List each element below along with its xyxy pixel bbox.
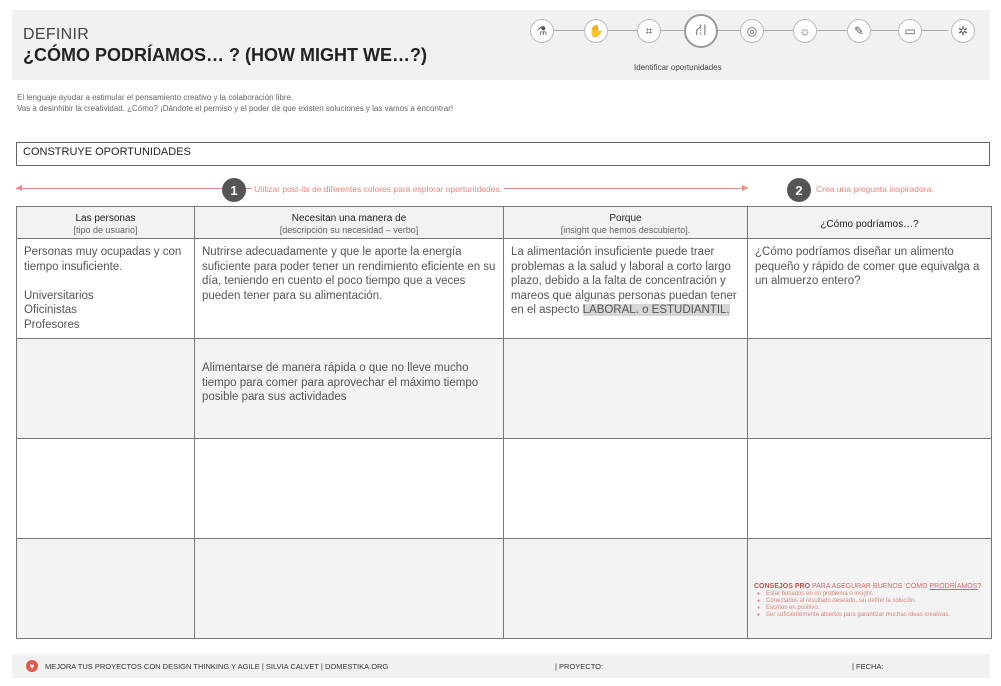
column-header: ¿Cómo podríamos…? (748, 207, 992, 239)
flask-icon[interactable]: ⚗ (530, 19, 554, 43)
intro-text (17, 92, 453, 114)
page-title: ¿CÓMO PODRÍAMOS… ? (HOW MIGHT WE…?) (23, 45, 427, 65)
hand-icon[interactable]: ✋ (584, 19, 608, 43)
target-icon[interactable]: ◎ (740, 19, 764, 43)
list-item: ● Escritos en positivo. (757, 605, 990, 612)
table-cell[interactable] (17, 539, 195, 639)
table-cell[interactable]: Alimentarse de manera rápida o que no lleve mucho tiempo para comer para aprovechar el máximo tiempo posible para sus actividades (195, 339, 504, 439)
opportunities-table (16, 206, 992, 639)
opportunities-box[interactable]: CONSTRUYE OPORTUNIDADES (16, 142, 990, 166)
process-step-label: Identificar oportunidades (634, 63, 722, 72)
table-row (17, 439, 992, 539)
intro-line: Vas a desinhibir la creatividad. ¿Cómo? ¡Dándote el permiso y el poder de que existen soluciones y las vamos a encontrar! (17, 104, 454, 113)
footer-project[interactable]: | PROYECTO: (555, 662, 604, 671)
step-number-badge: 1 (222, 178, 246, 202)
signpost-icon[interactable]: ⛙ (684, 14, 718, 48)
table-cell[interactable]: Personas muy ocupadas y con tiempo insuficiente. Universitarios Oficinistas Profesores (17, 239, 195, 339)
heart-icon: ♥ (26, 660, 38, 672)
table-cell[interactable] (748, 439, 992, 539)
column-header: Las personas [tipo de usuario] (17, 207, 195, 239)
table-cell[interactable] (504, 539, 748, 639)
frame-icon[interactable]: ⌗ (637, 19, 661, 43)
column-header: Porque [insight que hemos descubierto]. (504, 207, 748, 239)
table-cell[interactable] (504, 439, 748, 539)
gear-icon[interactable]: ✲ (951, 19, 975, 43)
pro-tips (754, 583, 990, 619)
table-cell[interactable] (17, 439, 195, 539)
table-cell[interactable]: La alimentación insuficiente puede traer problemas a la salud y laboral a corto largo plazo, debido a la falta de concentración y mareos que algunas personas puedan tener en el aspecto LABORAL. o ESTUDIANTIL. (504, 239, 748, 339)
pro-tips-heading: CONSEJOS PRO PARA ASEGURAR BUENOS 'CÓMO PRODRÍAMOS? (754, 583, 982, 590)
page-subtitle: DEFINIR (23, 26, 90, 43)
table-cell[interactable] (195, 539, 504, 639)
step-number-badge: 2 (787, 178, 811, 202)
list-item: ● Estar basados en un problema o insight. (757, 591, 990, 598)
pencil-icon[interactable]: ✎ (847, 19, 871, 43)
footer-brand: MEJORA TUS PROYECTOS CON DESIGN THINKING Y AGILE | SILVIA CALVET | DOMESTIKA.ORG (45, 662, 389, 671)
table-row (17, 339, 992, 439)
step1-instruction: Utilizar post-its de diferentes colores para explorar oportunidades. (254, 184, 503, 194)
table-row (17, 239, 992, 339)
list-item: ● Conectarlos al resultado deseado, sin definir la solución. (757, 598, 990, 605)
column-header: Necesitan una manera de [descripción su necesidad – verbo] (195, 207, 504, 239)
table-cell[interactable]: ¿Cómo podríamos diseñar un alimento pequeño y rápido de comer que equivalga a un almuerzo entero? (748, 239, 992, 339)
table-cell[interactable] (504, 339, 748, 439)
process-steps (518, 18, 969, 44)
table-cell[interactable] (195, 439, 504, 539)
table-cell[interactable] (17, 339, 195, 439)
intro-line: El lenguaje ayudar a estimular el pensamiento creativo y la colaboración libre. (17, 93, 294, 102)
table-cell[interactable] (748, 339, 992, 439)
list-item: ● Ser suficientemente abiertos para garantizar muchas ideas creativas. (757, 612, 990, 619)
footer (12, 654, 990, 678)
lightbulb-icon[interactable]: ☼ (793, 19, 817, 43)
table-cell[interactable]: Nutrirse adecuadamente y que le aporte la energía suficiente para poder tener un rendimiento eficiente en su día, teniendo en cuento el poco tiempo que a veces pueden tener para su alimentación. (195, 239, 504, 339)
footer-date[interactable]: | FECHA: (852, 662, 884, 671)
pro-tips-list (754, 591, 990, 619)
step2-instruction: Crea una pregunta inspiradora. (816, 184, 934, 194)
ticket-icon[interactable]: ▭ (898, 19, 922, 43)
